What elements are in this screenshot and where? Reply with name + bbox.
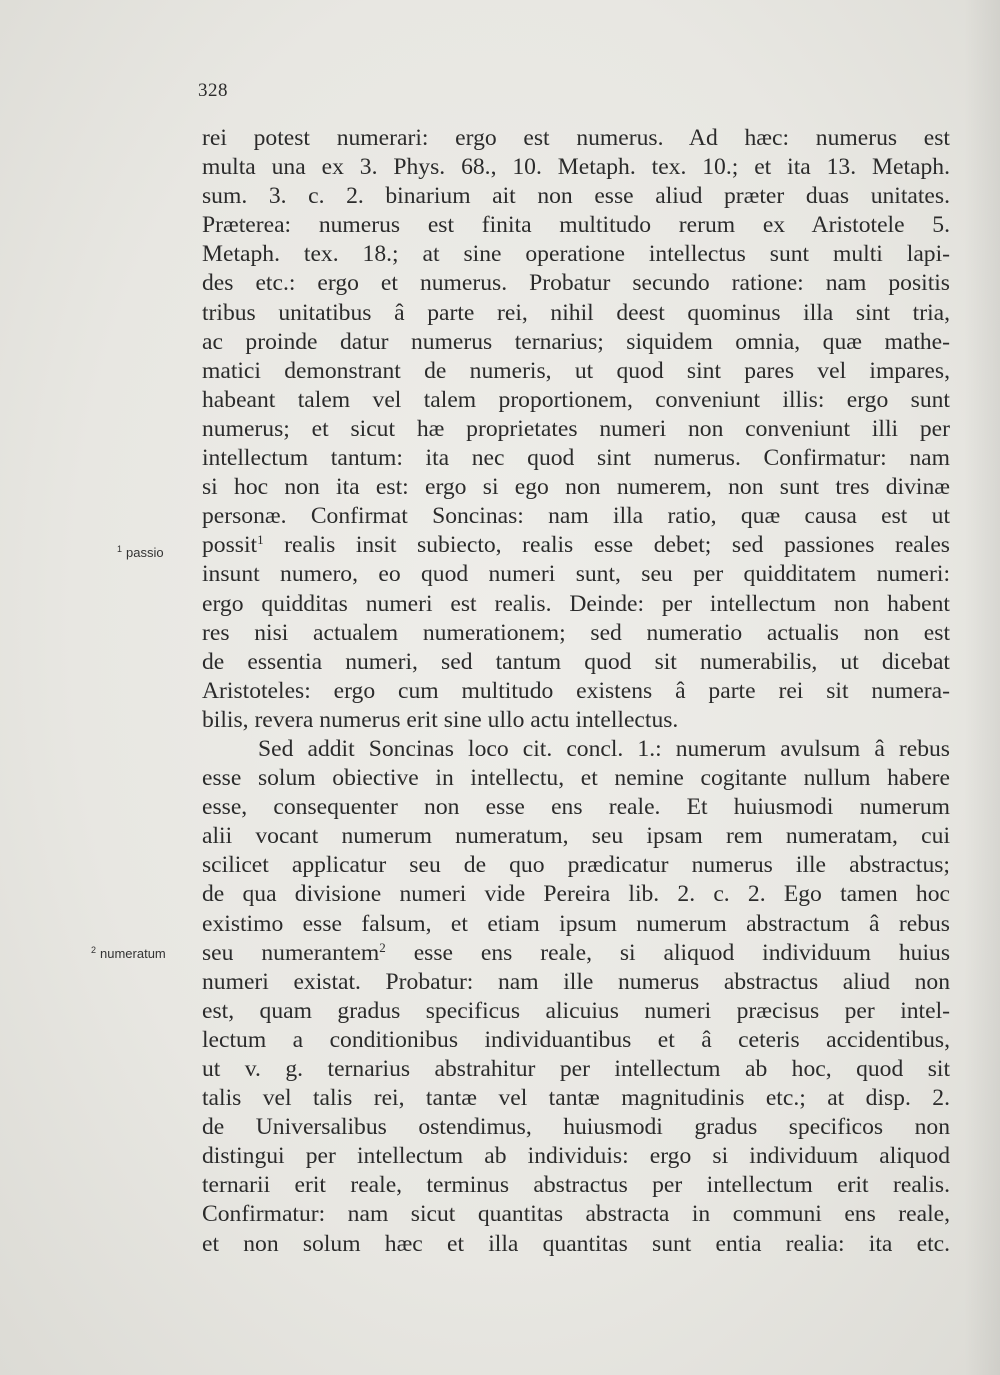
body-text — [202, 124, 950, 1259]
text-line: res nisi actualem numerationem; sed numeratio actualis non est — [202, 619, 950, 646]
text-line: ternarii erit reale, terminus abstractus per intellectum erit realis. — [202, 1172, 950, 1199]
text-line: de Universalibus ostendimus, huiusmodi gradus specificos non — [202, 1114, 950, 1141]
text-line: matici demonstrant de numeris, ut quod sint pares vel impares, — [202, 357, 950, 384]
text-line: et non solum hæc et illa quantitas sunt entia realia: ita etc. — [202, 1230, 950, 1257]
text-line: est, quam gradus specificus alicuius numeri præcisus per intel- — [202, 997, 950, 1024]
text-line: bilis, revera numerus erit sine ullo actu intellectus. — [202, 706, 679, 733]
footnote-ref-2: 2 — [379, 939, 386, 955]
text-line-with-footnote — [202, 939, 950, 968]
text-line: tribus unitatibus â parte rei, nihil deest quominus illa sint tria, — [202, 299, 950, 326]
text-line: scilicet applicatur seu de quo prædicatur numerus ille abstractus; — [202, 852, 950, 879]
text-line: existimo esse falsum, et etiam ipsum numerum abstractum â rebus — [202, 910, 950, 937]
text-line: Aristoteles: ergo cum multitudo existens â parte rei sit numera- — [202, 677, 950, 704]
text-line: ac proinde datur numerus ternarius; siquidem omnia, quæ mathe- — [202, 328, 950, 355]
text-line: numeri existat. Probatur: nam ille numerus abstractus aliud non — [202, 968, 950, 995]
margin-note-marker: 1 — [117, 544, 123, 554]
text-fragment: esse ens reale, si aliquod individuum huius — [413, 939, 950, 966]
text-line: Confirmatur: nam sicut quantitas abstracta in communi ens reale, — [202, 1201, 950, 1228]
page-number: 328 — [198, 80, 228, 101]
text-line: ut v. g. ternarius abstrahitur per intellectum ab hoc, quod sit — [202, 1056, 950, 1082]
margin-note-2 — [91, 946, 166, 961]
text-line: si hoc non ita est: ergo si ego non numerem, non sunt tres divinæ — [202, 474, 950, 501]
text-line: distingui per intellectum ab individuis: ergo si individuum aliquod — [202, 1143, 950, 1170]
text-line: de essentia numeri, sed tantum quod sit numerabilis, ut dicebat — [202, 648, 950, 675]
page-edge-shadow — [964, 0, 1000, 1375]
text-line: alii vocant numerum numeratum, seu ipsam rem numeratam, cui — [202, 823, 950, 850]
footnote-ref-1: 1 — [257, 532, 264, 548]
text-line: talis vel talis rei, tantæ vel tantæ magnitudinis etc.; at disp. 2. — [202, 1085, 950, 1112]
text-line: intellectum tantum: ita nec quod sint numerus. Confirmatur: nam — [202, 445, 950, 472]
text-line: sum. 3. c. 2. binarium ait non esse aliud præter duas unitates. — [202, 183, 950, 210]
text-line: Sed addit Soncinas loco cit. concl. 1.: numerum avulsum â rebus — [258, 735, 950, 762]
text-line: esse, consequenter non esse ens reale. Et huiusmodi numerum — [202, 794, 950, 821]
text-line: rei potest numerari: ergo est numerus. Ad hæc: numerus est — [202, 125, 950, 151]
text-line-with-footnote — [202, 531, 950, 560]
margin-note-text: passio — [126, 545, 164, 560]
text-line: esse solum obiective in intellectu, et nemine cogitante nullum habere — [202, 765, 950, 792]
margin-note-marker: 2 — [91, 945, 97, 955]
text-line: de qua divisione numeri vide Pereira lib. 2. c. 2. Ego tamen hoc — [202, 881, 950, 908]
text-line: multa una ex 3. Phys. 68., 10. Metaph. tex. 10.; et ita 13. Metaph. — [202, 154, 950, 181]
text-line: ergo quidditas numeri est realis. Deinde: per intellectum non habent — [202, 590, 950, 617]
margin-note-text: numeratum — [100, 946, 166, 961]
text-fragment: realis insit subiecto, realis esse debet; sed passiones reales — [284, 532, 950, 559]
text-line: lectum a conditionibus individuantibus et â ceteris accidentibus, — [202, 1026, 950, 1053]
text-fragment: seu numerantem — [202, 939, 380, 966]
text-line: Metaph. tex. 18.; at sine operatione intellectus sunt multi lapi- — [202, 241, 950, 268]
text-line: personæ. Confirmat Soncinas: nam illa ratio, quæ causa est ut — [202, 503, 950, 530]
margin-note-1 — [117, 545, 164, 560]
text-line: insunt numero, eo quod numeri sunt, seu per quidditatem numeri: — [202, 561, 950, 588]
text-fragment: possit — [202, 532, 258, 559]
text-line: habeant talem vel talem proportionem, conveniunt illis: ergo sunt — [202, 386, 950, 413]
text-line: Præterea: numerus est finita multitudo rerum ex Aristotele 5. — [202, 212, 950, 239]
text-line: numerus; et sicut hæ proprietates numeri non conveniunt illi per — [202, 415, 950, 442]
text-line: des etc.: ergo et numerus. Probatur secundo ratione: nam positis — [202, 270, 950, 297]
